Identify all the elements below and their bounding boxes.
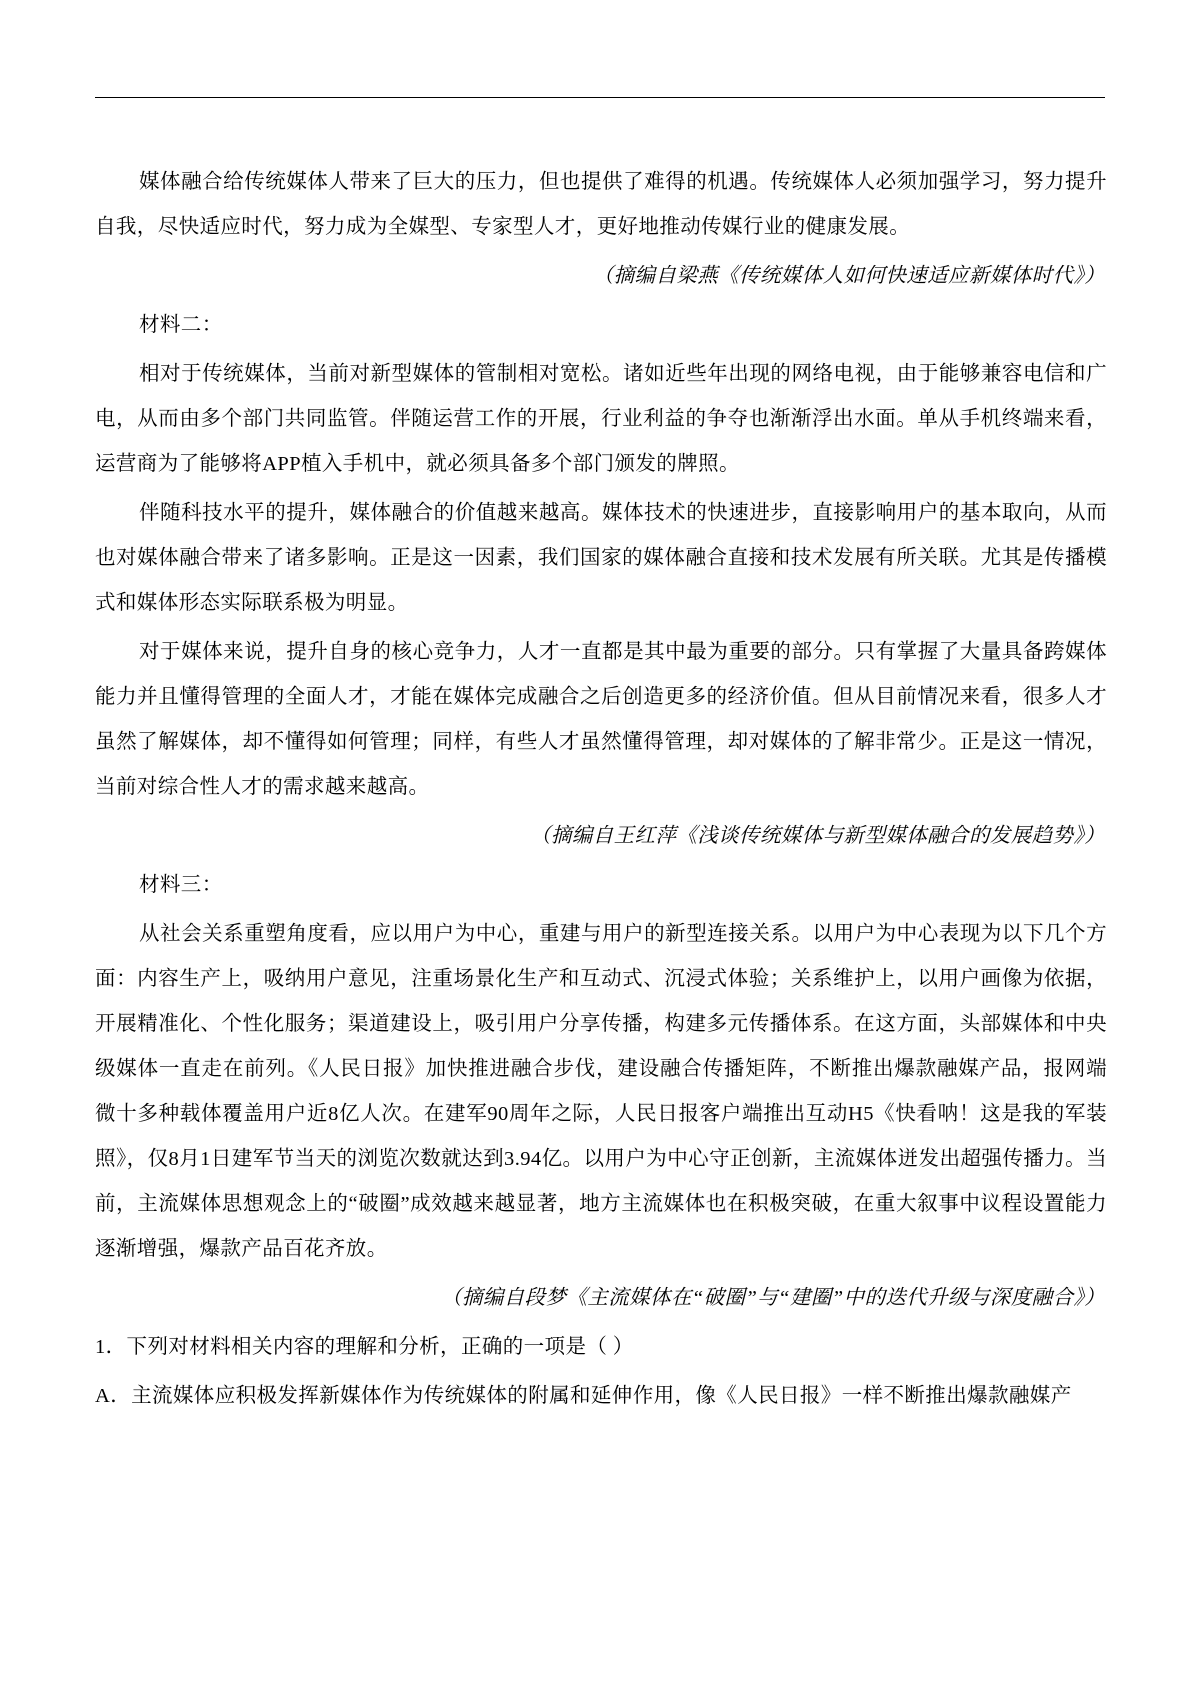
- source-duan-meng: （摘编自段梦《主流媒体在“破圈”与“建圈”中的迭代升级与深度融合》）: [441, 1287, 1105, 1309]
- para-media-convergence-pressure: 媒体融合给传统媒体人带来了巨大的压力，但也提供了难得的机遇。传统媒体人必须加强学习，努力提升自我，尽快适应时代，努力成为全媒型、专家型人才，更好地推动传媒行业的健康发展。: [95, 171, 1107, 238]
- header-divider-rule: [95, 97, 1105, 98]
- para-regulation-loose: 相对于传统媒体，当前对新型媒体的管制相对宽松。诸如近些年出现的网络电视，由于能够兼容电信和广电，从而由多个部门共同监管。伴随运营工作的开展，行业利益的争夺也渐渐浮出水面。单从手机终端来看，运营商为了能够将APP植入手机中，就必须具备多个部门颁发的牌照。: [95, 363, 1107, 475]
- document-body: [95, 160, 1107, 1423]
- para-talent-core: 对于媒体来说，提升自身的核心竞争力，人才一直都是其中最为重要的部分。只有掌握了大量具备跨媒体能力并且懂得管理的全面人才，才能在媒体完成融合之后创造更多的经济价值。但从目前情况来看，很多人才虽然了解媒体，却不懂得如何管理；同样，有些人才虽然懂得管理，却对媒体的了解非常少。正是这一情况，当前对综合性人才的需求越来越高。: [95, 641, 1107, 798]
- para-user-center: 从社会关系重塑角度看，应以用户为中心，重建与用户的新型连接关系。以用户为中心表现为以下几个方面：内容生产上，吸纳用户意见，注重场景化生产和互动式、沉浸式体验；关系维护上，以用户画像为依据，开展精准化、个性化服务；渠道建设上，吸引用户分享传播，构建多元传播体系。在这方面，头部媒体和中央级媒体一直走在前列。《人民日报》加快推进融合步伐，建设融合传播矩阵，不断推出爆款融媒产品，报网端微十多种载体覆盖用户近8亿人次。在建军90周年之际，人民日报客户端推出互动H5《快看呐！这是我的军装照》，仅8月1日建军节当天的浏览次数就达到3.94亿。以用户为中心守正创新，主流媒体迸发出超强传播力。当前，主流媒体思想观念上的“破圈”成效越来越显著，地方主流媒体也在积极突破，在重大叙事中议程设置能力逐渐增强，爆款产品百花齐放。: [95, 923, 1107, 1260]
- option-a: A．主流媒体应积极发挥新媒体作为传统媒体的附属和延伸作用，像《人民日报》一样不断推出爆款融媒产: [95, 1385, 1072, 1407]
- label-material-three: 材料三：: [139, 874, 223, 896]
- source-liang-yan: （摘编自梁燕《传统媒体人如何快速适应新媒体时代》）: [592, 265, 1105, 287]
- para-technology-value: 伴随科技水平的提升，媒体融合的价值越来越高。媒体技术的快速进步，直接影响用户的基本取向，从而也对媒体融合带来了诸多影响。正是这一因素，我们国家的媒体融合直接和技术发展有所关联。尤其是传播模式和媒体形态实际联系极为明显。: [95, 502, 1107, 614]
- label-material-two: 材料二：: [139, 314, 223, 336]
- question-1: 1．下列对材料相关内容的理解和分析，正确的一项是（ ）: [95, 1336, 634, 1358]
- source-wang-hongping: （摘编自王红萍《浅谈传统媒体与新型媒体融合的发展趋势》）: [530, 825, 1105, 847]
